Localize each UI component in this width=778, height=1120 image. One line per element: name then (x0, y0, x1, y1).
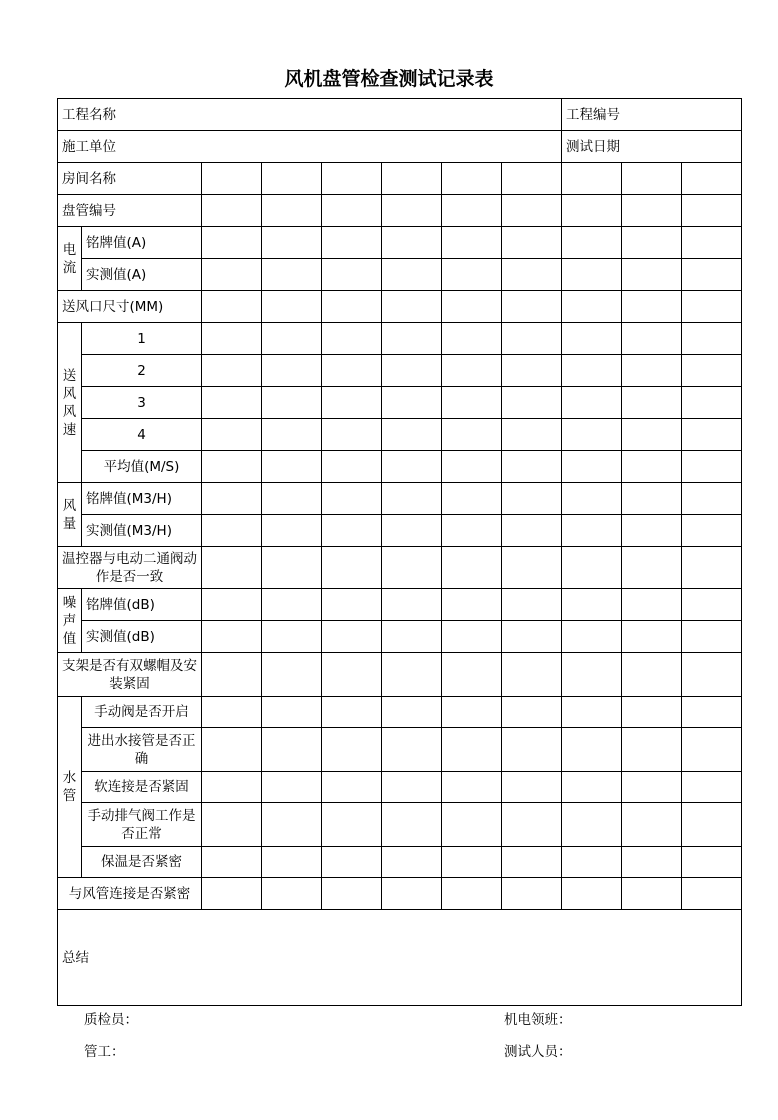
data-cell[interactable] (322, 653, 382, 697)
test-date-cell[interactable]: 测试日期 (562, 131, 742, 163)
data-cell[interactable] (502, 697, 562, 728)
data-cell[interactable] (382, 451, 442, 483)
data-cell[interactable] (382, 772, 442, 803)
data-cell[interactable] (442, 515, 502, 547)
data-cell[interactable] (442, 163, 502, 195)
table-row (58, 697, 742, 728)
data-cell[interactable] (502, 847, 562, 878)
data-cell[interactable] (562, 547, 622, 589)
data-cell[interactable] (262, 653, 322, 697)
data-cell[interactable] (622, 772, 682, 803)
table-row (58, 878, 742, 910)
data-cell[interactable] (502, 291, 562, 323)
data-cell[interactable] (262, 728, 322, 772)
data-cell[interactable] (262, 621, 322, 653)
data-cell[interactable] (202, 772, 262, 803)
table-row (58, 515, 742, 547)
data-cell[interactable] (322, 547, 382, 589)
data-cell[interactable] (262, 547, 322, 589)
data-cell[interactable] (262, 163, 322, 195)
data-cell[interactable] (682, 547, 742, 589)
data-cell[interactable] (502, 195, 562, 227)
insulation-label: 保温是否紧密 (82, 847, 202, 878)
data-cell[interactable] (682, 291, 742, 323)
data-cell[interactable] (682, 483, 742, 515)
data-cell[interactable] (262, 803, 322, 847)
data-cell[interactable] (382, 259, 442, 291)
inspector-label: 质检员： (84, 1012, 138, 1028)
data-cell[interactable] (382, 621, 442, 653)
data-cell[interactable] (502, 259, 562, 291)
data-cell[interactable] (562, 195, 622, 227)
table-row (58, 589, 742, 621)
data-cell[interactable] (682, 195, 742, 227)
data-cell[interactable] (202, 259, 262, 291)
data-cell[interactable] (562, 621, 622, 653)
room-name-label: 房间名称 (58, 163, 202, 195)
data-cell[interactable] (682, 227, 742, 259)
data-cell[interactable] (682, 355, 742, 387)
data-cell[interactable] (202, 451, 262, 483)
project-no-cell[interactable]: 工程编号 (562, 99, 742, 131)
data-cell[interactable] (202, 589, 262, 621)
data-cell[interactable] (262, 697, 322, 728)
data-cell[interactable] (442, 387, 502, 419)
thermostat-label: 温控器与电动二通阀动作是否一致 (58, 547, 202, 589)
data-cell[interactable] (382, 291, 442, 323)
project-row (58, 99, 742, 131)
data-cell[interactable] (682, 451, 742, 483)
data-cell[interactable] (622, 589, 682, 621)
data-cell[interactable] (442, 589, 502, 621)
data-cell[interactable] (562, 697, 622, 728)
data-cell[interactable] (382, 589, 442, 621)
summary-cell[interactable]: 总结 (58, 910, 742, 1006)
data-cell[interactable] (322, 803, 382, 847)
data-cell[interactable] (322, 163, 382, 195)
table-row (58, 803, 742, 847)
data-cell[interactable] (382, 419, 442, 451)
data-cell[interactable] (442, 483, 502, 515)
data-cell[interactable] (262, 355, 322, 387)
data-cell[interactable] (262, 227, 322, 259)
data-cell[interactable] (562, 355, 622, 387)
manual-valve-label: 手动阀是否开启 (82, 697, 202, 728)
duct-connection-label: 与风管连接是否紧密 (58, 878, 202, 910)
data-cell[interactable] (322, 195, 382, 227)
data-cell[interactable] (322, 621, 382, 653)
data-cell[interactable] (502, 803, 562, 847)
summary-row (58, 910, 742, 1006)
current-measured-label: 实测值(A) (82, 259, 202, 291)
data-cell[interactable] (322, 772, 382, 803)
data-cell[interactable] (682, 589, 742, 621)
construction-unit-cell[interactable]: 施工单位 (58, 131, 562, 163)
data-cell[interactable] (622, 195, 682, 227)
air-speed-group-label: 送风风速 (58, 323, 82, 483)
data-cell[interactable] (562, 803, 622, 847)
data-cell[interactable] (562, 163, 622, 195)
data-cell[interactable] (382, 195, 442, 227)
data-cell[interactable] (682, 878, 742, 910)
data-cell[interactable] (322, 847, 382, 878)
data-cell[interactable] (382, 803, 442, 847)
data-cell[interactable] (622, 451, 682, 483)
speed-2-label: 2 (82, 355, 202, 387)
form-title: 风机盘管检查测试记录表 (284, 68, 494, 90)
data-cell[interactable] (322, 878, 382, 910)
water-connection-label: 进出水接管是否正确 (82, 728, 202, 772)
data-cell[interactable] (562, 227, 622, 259)
data-cell[interactable] (382, 547, 442, 589)
data-cell[interactable] (262, 589, 322, 621)
data-cell[interactable] (622, 653, 682, 697)
data-cell[interactable] (622, 323, 682, 355)
soft-connection-label: 软连接是否紧固 (82, 772, 202, 803)
data-cell[interactable] (622, 803, 682, 847)
data-cell[interactable] (622, 621, 682, 653)
table-row (58, 355, 742, 387)
table-row (58, 621, 742, 653)
table-row (58, 195, 742, 227)
data-cell[interactable] (622, 728, 682, 772)
data-cell[interactable] (202, 227, 262, 259)
inspection-form-table (57, 98, 742, 1006)
data-cell[interactable] (562, 291, 622, 323)
noise-measured-label: 实测值(dB) (82, 621, 202, 653)
data-cell[interactable] (682, 621, 742, 653)
data-cell[interactable] (322, 728, 382, 772)
data-cell[interactable] (442, 419, 502, 451)
data-cell[interactable] (262, 772, 322, 803)
data-cell[interactable] (562, 483, 622, 515)
data-cell[interactable] (622, 387, 682, 419)
data-cell[interactable] (262, 878, 322, 910)
data-cell[interactable] (382, 653, 442, 697)
data-cell[interactable] (202, 195, 262, 227)
data-cell[interactable] (202, 653, 262, 697)
project-name-cell[interactable]: 工程名称 (58, 99, 562, 131)
data-cell[interactable] (262, 323, 322, 355)
data-cell[interactable] (322, 387, 382, 419)
data-cell[interactable] (622, 163, 682, 195)
data-cell[interactable] (322, 355, 382, 387)
table-row (58, 227, 742, 259)
mep-foreman-label: 机电领班： (504, 1012, 572, 1028)
data-cell[interactable] (202, 419, 262, 451)
data-cell[interactable] (322, 515, 382, 547)
data-cell[interactable] (442, 291, 502, 323)
data-cell[interactable] (202, 547, 262, 589)
data-cell[interactable] (382, 483, 442, 515)
data-cell[interactable] (202, 387, 262, 419)
pipe-worker-label: 管工： (84, 1044, 125, 1060)
data-cell[interactable] (442, 547, 502, 589)
data-cell[interactable] (262, 195, 322, 227)
data-cell[interactable] (682, 847, 742, 878)
data-cell[interactable] (682, 772, 742, 803)
data-cell[interactable] (202, 355, 262, 387)
data-cell[interactable] (202, 728, 262, 772)
data-cell[interactable] (382, 163, 442, 195)
coil-no-label: 盘管编号 (58, 195, 202, 227)
data-cell[interactable] (202, 515, 262, 547)
support-label: 支架是否有双螺帽及安装紧固 (58, 653, 202, 697)
supply-outlet-size-label: 送风口尺寸(MM) (58, 291, 202, 323)
data-cell[interactable] (382, 847, 442, 878)
data-cell[interactable] (682, 163, 742, 195)
data-cell[interactable] (622, 355, 682, 387)
data-cell[interactable] (442, 323, 502, 355)
data-cell[interactable] (442, 772, 502, 803)
data-cell[interactable] (622, 483, 682, 515)
data-cell[interactable] (502, 387, 562, 419)
table-row (58, 419, 742, 451)
data-cell[interactable] (502, 451, 562, 483)
data-cell[interactable] (382, 355, 442, 387)
data-cell[interactable] (382, 728, 442, 772)
table-row (58, 451, 742, 483)
data-cell[interactable] (322, 291, 382, 323)
current-group-label: 电流 (58, 227, 82, 291)
data-cell[interactable] (622, 515, 682, 547)
data-cell[interactable] (442, 878, 502, 910)
data-cell[interactable] (442, 653, 502, 697)
noise-rated-label: 铭牌值(dB) (82, 589, 202, 621)
data-cell[interactable] (562, 515, 622, 547)
data-cell[interactable] (562, 387, 622, 419)
table-row (58, 387, 742, 419)
data-cell[interactable] (502, 227, 562, 259)
data-cell[interactable] (202, 697, 262, 728)
speed-average-label: 平均值(M/S) (82, 451, 202, 483)
data-cell[interactable] (562, 419, 622, 451)
data-cell[interactable] (622, 847, 682, 878)
table-row (58, 259, 742, 291)
data-cell[interactable] (202, 483, 262, 515)
data-cell[interactable] (502, 621, 562, 653)
speed-4-label: 4 (82, 419, 202, 451)
data-cell[interactable] (442, 847, 502, 878)
data-cell[interactable] (682, 697, 742, 728)
data-cell[interactable] (202, 847, 262, 878)
data-cell[interactable] (202, 878, 262, 910)
data-cell[interactable] (622, 227, 682, 259)
data-cell[interactable] (502, 515, 562, 547)
data-cell[interactable] (322, 227, 382, 259)
data-cell[interactable] (322, 323, 382, 355)
data-cell[interactable] (202, 291, 262, 323)
data-cell[interactable] (442, 621, 502, 653)
data-cell[interactable] (322, 419, 382, 451)
unit-row (58, 131, 742, 163)
data-cell[interactable] (262, 483, 322, 515)
data-cell[interactable] (682, 515, 742, 547)
data-cell[interactable] (502, 163, 562, 195)
table-row (58, 163, 742, 195)
data-cell[interactable] (562, 772, 622, 803)
data-cell[interactable] (442, 803, 502, 847)
data-cell[interactable] (682, 653, 742, 697)
data-cell[interactable] (442, 355, 502, 387)
data-cell[interactable] (382, 878, 442, 910)
data-cell[interactable] (562, 259, 622, 291)
data-cell[interactable] (562, 653, 622, 697)
data-cell[interactable] (262, 515, 322, 547)
air-vent-label: 手动排气阀工作是否正常 (82, 803, 202, 847)
data-cell[interactable] (262, 291, 322, 323)
data-cell[interactable] (562, 847, 622, 878)
data-cell[interactable] (502, 728, 562, 772)
data-cell[interactable] (322, 589, 382, 621)
data-cell[interactable] (262, 847, 322, 878)
data-cell[interactable] (262, 387, 322, 419)
data-cell[interactable] (262, 419, 322, 451)
data-cell[interactable] (562, 728, 622, 772)
table-row (58, 847, 742, 878)
data-cell[interactable] (562, 589, 622, 621)
data-cell[interactable] (202, 803, 262, 847)
data-cell[interactable] (502, 419, 562, 451)
data-cell[interactable] (622, 419, 682, 451)
data-cell[interactable] (682, 728, 742, 772)
data-cell[interactable] (382, 323, 442, 355)
data-cell[interactable] (502, 355, 562, 387)
table-row (58, 291, 742, 323)
table-row (58, 547, 742, 589)
data-cell[interactable] (382, 697, 442, 728)
noise-group-label: 噪声值 (58, 589, 82, 653)
table-row (58, 483, 742, 515)
data-cell[interactable] (262, 259, 322, 291)
data-cell[interactable] (682, 419, 742, 451)
speed-1-label: 1 (82, 323, 202, 355)
data-cell[interactable] (622, 291, 682, 323)
data-cell[interactable] (622, 878, 682, 910)
data-cell[interactable] (442, 195, 502, 227)
data-cell[interactable] (562, 323, 622, 355)
data-cell[interactable] (202, 323, 262, 355)
data-cell[interactable] (442, 697, 502, 728)
data-cell[interactable] (442, 451, 502, 483)
current-rated-label: 铭牌值(A) (82, 227, 202, 259)
data-cell[interactable] (622, 259, 682, 291)
data-cell[interactable] (502, 589, 562, 621)
data-cell[interactable] (502, 323, 562, 355)
table-row (58, 653, 742, 697)
data-cell[interactable] (622, 697, 682, 728)
data-cell[interactable] (502, 878, 562, 910)
table-row (58, 772, 742, 803)
data-cell[interactable] (202, 621, 262, 653)
data-cell[interactable] (442, 259, 502, 291)
airflow-measured-label: 实测值(M3/H) (82, 515, 202, 547)
data-cell[interactable] (502, 547, 562, 589)
table-row (58, 728, 742, 772)
table-row (58, 323, 742, 355)
airflow-rated-label: 铭牌值(M3/H) (82, 483, 202, 515)
data-cell[interactable] (442, 227, 502, 259)
data-cell[interactable] (322, 697, 382, 728)
data-cell[interactable] (682, 259, 742, 291)
tester-label: 测试人员： (504, 1044, 572, 1060)
data-cell[interactable] (382, 515, 442, 547)
data-cell[interactable] (382, 387, 442, 419)
data-cell[interactable] (502, 653, 562, 697)
data-cell[interactable] (682, 387, 742, 419)
data-cell[interactable] (682, 323, 742, 355)
data-cell[interactable] (622, 547, 682, 589)
speed-3-label: 3 (82, 387, 202, 419)
data-cell[interactable] (562, 451, 622, 483)
airflow-group-label: 风量 (58, 483, 82, 547)
data-cell[interactable] (442, 728, 502, 772)
data-cell[interactable] (682, 803, 742, 847)
data-cell[interactable] (262, 451, 322, 483)
data-cell[interactable] (202, 163, 262, 195)
data-cell[interactable] (562, 878, 622, 910)
water-pipe-group-label: 水管 (58, 697, 82, 878)
data-cell[interactable] (502, 772, 562, 803)
data-cell[interactable] (322, 451, 382, 483)
data-cell[interactable] (322, 259, 382, 291)
data-cell[interactable] (322, 483, 382, 515)
data-cell[interactable] (382, 227, 442, 259)
data-cell[interactable] (502, 483, 562, 515)
